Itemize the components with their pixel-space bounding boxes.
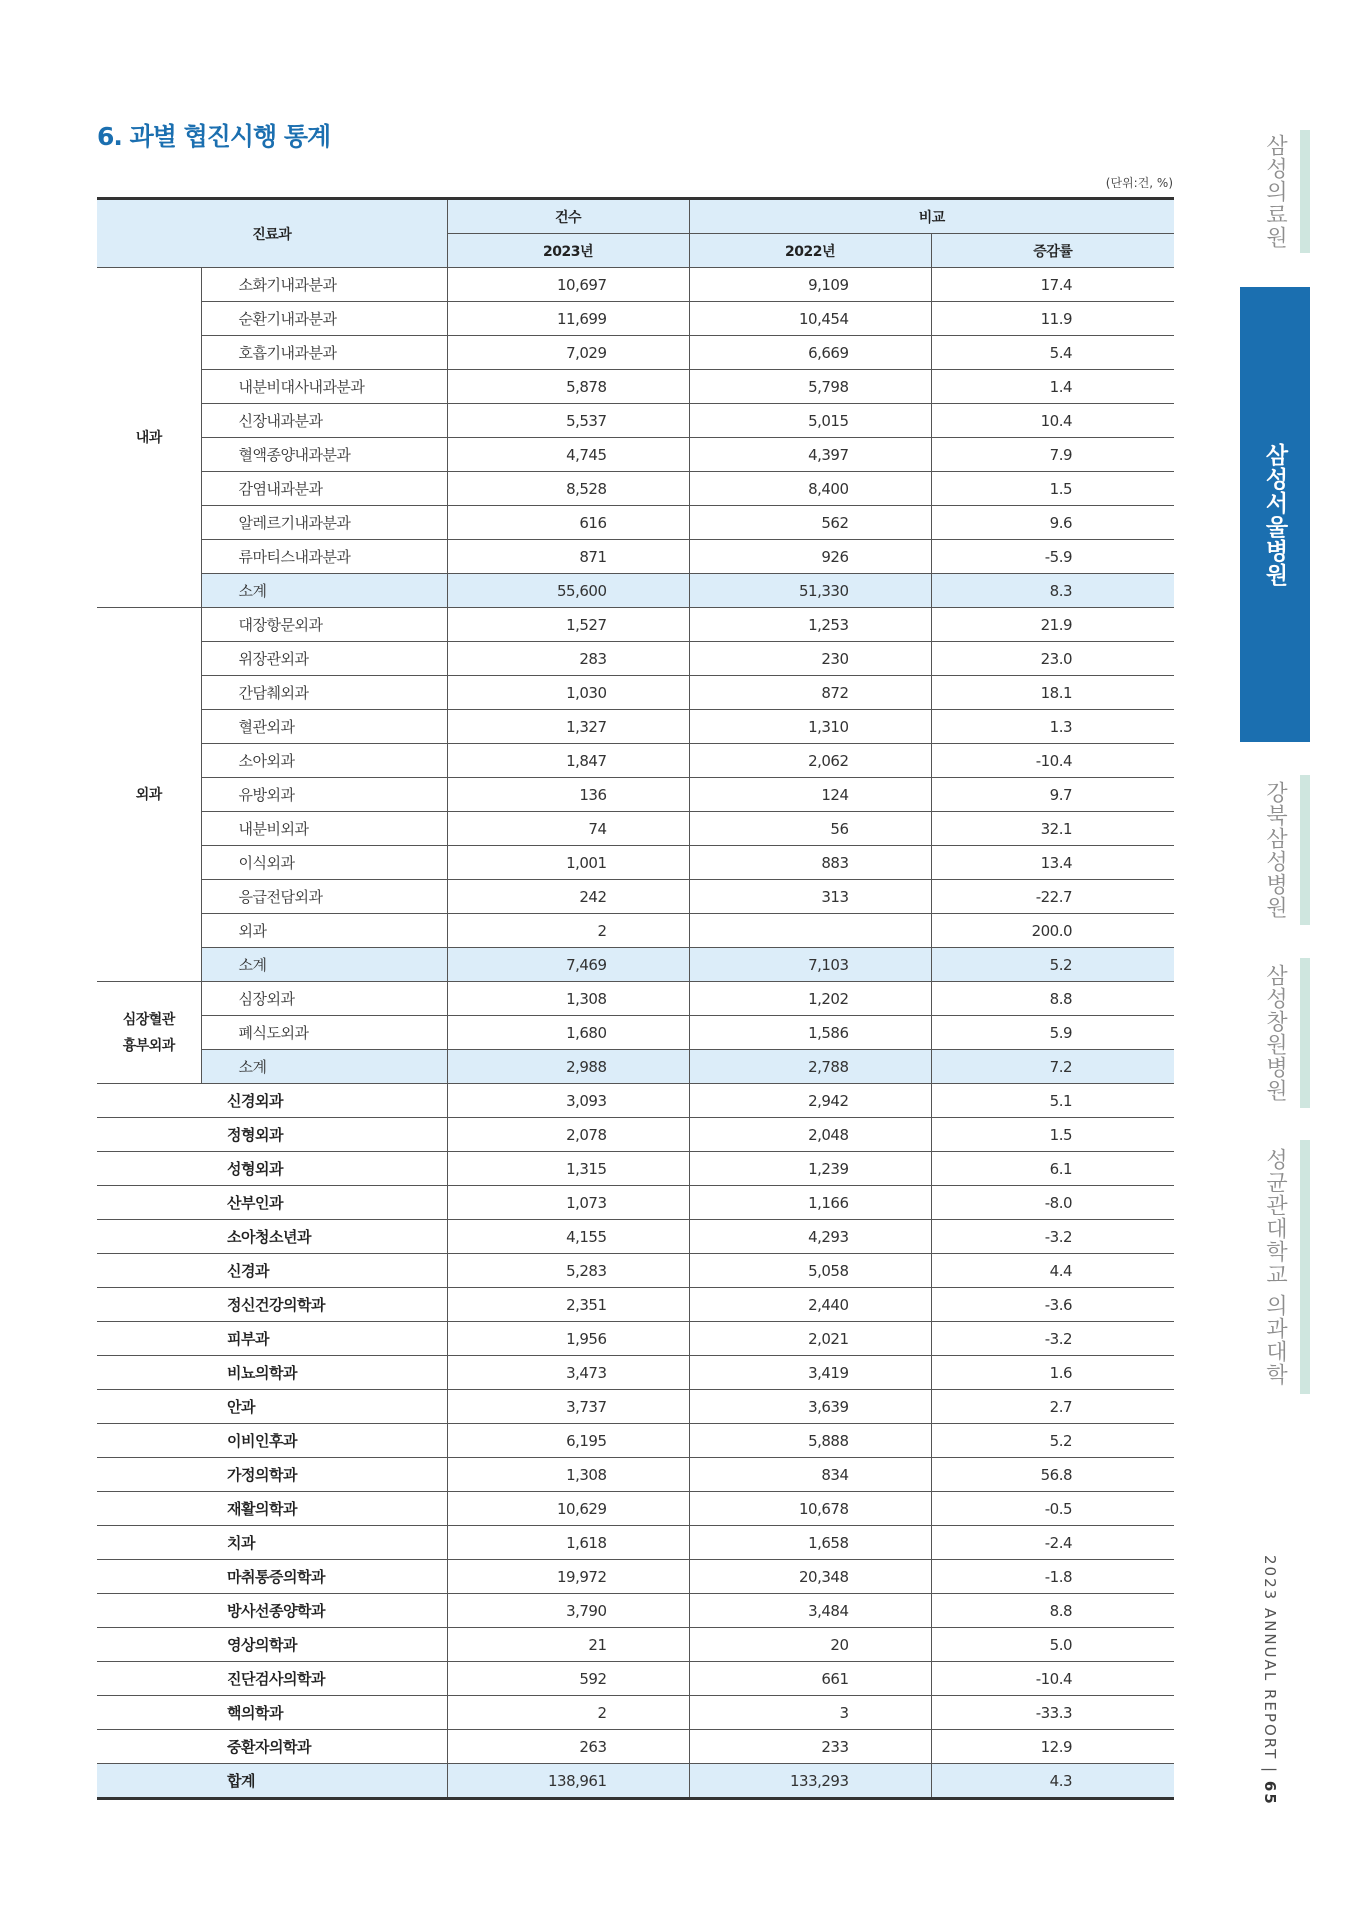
cell-2022: 2,788 <box>689 1050 931 1084</box>
cell-2023: 283 <box>447 642 689 676</box>
cell-rate: 200.0 <box>931 914 1174 948</box>
cell-rate: 12.9 <box>931 1730 1174 1764</box>
cell-rate: 1.4 <box>931 370 1174 404</box>
dept-label: 영상의학과 <box>97 1628 447 1662</box>
table-row <box>97 812 1174 846</box>
table-header <box>97 199 1174 268</box>
cell-2023: 138,961 <box>447 1764 689 1799</box>
table-row <box>97 642 1174 676</box>
cell-2023: 21 <box>447 1628 689 1662</box>
dept-label: 가정의학과 <box>97 1458 447 1492</box>
table-row <box>97 1492 1174 1526</box>
header-dept: 진료과 <box>97 199 447 268</box>
table-row <box>97 472 1174 506</box>
cell-rate: 1.6 <box>931 1356 1174 1390</box>
cell-2023: 8,528 <box>447 472 689 506</box>
table-row <box>97 1220 1174 1254</box>
cell-2022: 2,048 <box>689 1118 931 1152</box>
cell-2023: 55,600 <box>447 574 689 608</box>
table-row <box>97 438 1174 472</box>
cell-rate: 13.4 <box>931 846 1174 880</box>
cell-2022: 230 <box>689 642 931 676</box>
cell-rate: 2.7 <box>931 1390 1174 1424</box>
footer-separator: | <box>1261 1767 1279 1775</box>
cell-rate: -8.0 <box>931 1186 1174 1220</box>
table-row <box>97 404 1174 438</box>
dept-label: 안과 <box>97 1390 447 1424</box>
cell-2022: 834 <box>689 1458 931 1492</box>
table-row <box>97 880 1174 914</box>
cell-2023: 5,878 <box>447 370 689 404</box>
cell-2023: 2 <box>447 914 689 948</box>
subtotal-row <box>97 574 1174 608</box>
cell-rate: 5.4 <box>931 336 1174 370</box>
table-row <box>97 1254 1174 1288</box>
page-number: 65 <box>1261 1780 1279 1806</box>
cell-2023: 2,351 <box>447 1288 689 1322</box>
table-row <box>97 1526 1174 1560</box>
subdept-label: 유방외과 <box>201 778 447 812</box>
side-tab-1[interactable] <box>1240 130 1310 253</box>
total-label: 합계 <box>97 1764 447 1799</box>
cell-rate: 5.2 <box>931 1424 1174 1458</box>
subdept-label: 류마티스내과분과 <box>201 540 447 574</box>
side-tab-accent-bar <box>1300 958 1310 1108</box>
table-row <box>97 506 1174 540</box>
subtotal-label: 소계 <box>201 1050 447 1084</box>
cell-2022: 1,239 <box>689 1152 931 1186</box>
cell-2022: 5,798 <box>689 370 931 404</box>
side-tab-label: 삼성의료원 <box>1262 134 1288 249</box>
side-tab-accent-bar <box>1300 130 1310 253</box>
cell-rate: 9.6 <box>931 506 1174 540</box>
cell-rate: 9.7 <box>931 778 1174 812</box>
table-row <box>97 982 1174 1016</box>
cell-rate: -0.5 <box>931 1492 1174 1526</box>
cell-2023: 5,537 <box>447 404 689 438</box>
table-row <box>97 1152 1174 1186</box>
table-row <box>97 778 1174 812</box>
table-row <box>97 1628 1174 1662</box>
cell-2022: 3 <box>689 1696 931 1730</box>
subtotal-row <box>97 1050 1174 1084</box>
table-row <box>97 1118 1174 1152</box>
cell-2023: 11,699 <box>447 302 689 336</box>
cell-2022: 5,888 <box>689 1424 931 1458</box>
table-row <box>97 676 1174 710</box>
cell-2023: 263 <box>447 1730 689 1764</box>
subdept-label: 외과 <box>201 914 447 948</box>
cell-2023: 592 <box>447 1662 689 1696</box>
cell-2022: 1,310 <box>689 710 931 744</box>
table-row <box>97 846 1174 880</box>
subdept-label: 응급전담외과 <box>201 880 447 914</box>
cell-2022: 872 <box>689 676 931 710</box>
unit-note: (단위:건, %) <box>1105 176 1173 190</box>
side-tab-label: 삼성창원병원 <box>1262 964 1288 1102</box>
cell-rate: 5.1 <box>931 1084 1174 1118</box>
cell-2023: 7,469 <box>447 948 689 982</box>
cell-2022: 1,202 <box>689 982 931 1016</box>
cell-2022: 3,419 <box>689 1356 931 1390</box>
cell-rate: 1.3 <box>931 710 1174 744</box>
table-row <box>97 540 1174 574</box>
table-row <box>97 1322 1174 1356</box>
cell-2022: 883 <box>689 846 931 880</box>
cell-2022: 6,669 <box>689 336 931 370</box>
cell-2022: 10,678 <box>689 1492 931 1526</box>
cell-2023: 1,527 <box>447 608 689 642</box>
cell-2022: 3,484 <box>689 1594 931 1628</box>
cell-2023: 1,308 <box>447 982 689 1016</box>
cell-2023: 616 <box>447 506 689 540</box>
cell-2023: 3,790 <box>447 1594 689 1628</box>
cell-rate: 4.3 <box>931 1764 1174 1799</box>
cell-2022: 562 <box>689 506 931 540</box>
table-row <box>97 1390 1174 1424</box>
group-label: 심장혈관 흉부외과 <box>97 982 201 1084</box>
table-row <box>97 1560 1174 1594</box>
subdept-label: 내분비대사내과분과 <box>201 370 447 404</box>
cell-rate: 8.8 <box>931 1594 1174 1628</box>
cell-rate: 5.2 <box>931 948 1174 982</box>
cell-rate: -3.2 <box>931 1220 1174 1254</box>
cell-2023: 74 <box>447 812 689 846</box>
cell-rate: 1.5 <box>931 1118 1174 1152</box>
cell-rate: 17.4 <box>931 268 1174 302</box>
group-label: 외과 <box>97 608 201 982</box>
cell-rate: 8.3 <box>931 574 1174 608</box>
table-row <box>97 1016 1174 1050</box>
table-row <box>97 1424 1174 1458</box>
cell-2023: 1,315 <box>447 1152 689 1186</box>
table-row <box>97 302 1174 336</box>
cell-2022: 5,015 <box>689 404 931 438</box>
cell-rate: -1.8 <box>931 1560 1174 1594</box>
dept-label: 재활의학과 <box>97 1492 447 1526</box>
total-row <box>97 1764 1174 1799</box>
dept-label: 비뇨의학과 <box>97 1356 447 1390</box>
cell-2022: 133,293 <box>689 1764 931 1799</box>
consultation-stats-table <box>97 197 1174 1800</box>
cell-2022: 7,103 <box>689 948 931 982</box>
side-tab-label: 성균관대학교 의과대학 <box>1262 1148 1288 1386</box>
cell-2022: 4,293 <box>689 1220 931 1254</box>
side-tab-5[interactable] <box>1240 1140 1310 1394</box>
header-rate: 증감률 <box>931 234 1174 268</box>
cell-rate: 18.1 <box>931 676 1174 710</box>
subdept-label: 간담췌외과 <box>201 676 447 710</box>
cell-2023: 1,956 <box>447 1322 689 1356</box>
dept-label: 핵의학과 <box>97 1696 447 1730</box>
subdept-label: 호흡기내과분과 <box>201 336 447 370</box>
cell-rate: 8.8 <box>931 982 1174 1016</box>
cell-rate: -10.4 <box>931 744 1174 778</box>
table-row <box>97 370 1174 404</box>
page-title: 6. 과별 협진시행 통계 <box>97 122 331 151</box>
cell-2023: 7,029 <box>447 336 689 370</box>
table-row <box>97 1696 1174 1730</box>
table-row <box>97 336 1174 370</box>
cell-2022: 313 <box>689 880 931 914</box>
dept-label: 중환자의학과 <box>97 1730 447 1764</box>
table-row <box>97 1594 1174 1628</box>
cell-2023: 1,308 <box>447 1458 689 1492</box>
cell-2022: 124 <box>689 778 931 812</box>
cell-2022: 56 <box>689 812 931 846</box>
header-2023: 2023년 <box>447 234 689 268</box>
subdept-label: 위장관외과 <box>201 642 447 676</box>
cell-2023: 1,327 <box>447 710 689 744</box>
table-body <box>97 268 1174 1799</box>
header-2022: 2022년 <box>689 234 931 268</box>
cell-2023: 1,030 <box>447 676 689 710</box>
cell-2023: 1,073 <box>447 1186 689 1220</box>
dept-label: 진단검사의학과 <box>97 1662 447 1696</box>
dept-label: 소아청소년과 <box>97 1220 447 1254</box>
table-row <box>97 1458 1174 1492</box>
subdept-label: 혈관외과 <box>201 710 447 744</box>
cell-2023: 871 <box>447 540 689 574</box>
cell-2022: 2,942 <box>689 1084 931 1118</box>
cell-2023: 5,283 <box>447 1254 689 1288</box>
cell-2022: 2,021 <box>689 1322 931 1356</box>
table-row <box>97 1662 1174 1696</box>
cell-rate: 7.9 <box>931 438 1174 472</box>
cell-rate: -5.9 <box>931 540 1174 574</box>
cell-2022: 4,397 <box>689 438 931 472</box>
dept-label: 마취통증의학과 <box>97 1560 447 1594</box>
cell-rate: 56.8 <box>931 1458 1174 1492</box>
cell-2023: 3,093 <box>447 1084 689 1118</box>
group-label: 내과 <box>97 268 201 608</box>
dept-label: 피부과 <box>97 1322 447 1356</box>
cell-2023: 136 <box>447 778 689 812</box>
cell-2022: 20 <box>689 1628 931 1662</box>
cell-rate: -3.6 <box>931 1288 1174 1322</box>
subdept-label: 혈액종양내과분과 <box>201 438 447 472</box>
table-row <box>97 744 1174 778</box>
subdept-label: 신장내과분과 <box>201 404 447 438</box>
cell-2022: 1,253 <box>689 608 931 642</box>
cell-2022: 1,658 <box>689 1526 931 1560</box>
subdept-label: 감염내과분과 <box>201 472 447 506</box>
report-footer <box>1240 1555 1300 1815</box>
table-row <box>97 1356 1174 1390</box>
cell-2022: 51,330 <box>689 574 931 608</box>
cell-2022: 8,400 <box>689 472 931 506</box>
table-row <box>97 914 1174 948</box>
dept-label: 이비인후과 <box>97 1424 447 1458</box>
cell-2023: 1,618 <box>447 1526 689 1560</box>
cell-2022: 2,062 <box>689 744 931 778</box>
cell-2022: 233 <box>689 1730 931 1764</box>
cell-rate: -10.4 <box>931 1662 1174 1696</box>
table-row <box>97 1288 1174 1322</box>
cell-2022: 661 <box>689 1662 931 1696</box>
cell-2023: 1,680 <box>447 1016 689 1050</box>
subdept-label: 대장항문외과 <box>201 608 447 642</box>
cell-2023: 10,629 <box>447 1492 689 1526</box>
side-tab-2[interactable] <box>1240 287 1310 742</box>
cell-2022: 10,454 <box>689 302 931 336</box>
cell-rate: 21.9 <box>931 608 1174 642</box>
subdept-label: 소화기내과분과 <box>201 268 447 302</box>
cell-2023: 6,195 <box>447 1424 689 1458</box>
cell-2022: 1,166 <box>689 1186 931 1220</box>
table-row <box>97 710 1174 744</box>
dept-label: 방사선종양학과 <box>97 1594 447 1628</box>
cell-2022 <box>689 914 931 948</box>
cell-2023: 10,697 <box>447 268 689 302</box>
cell-2022: 9,109 <box>689 268 931 302</box>
cell-2023: 3,473 <box>447 1356 689 1390</box>
cell-rate: 6.1 <box>931 1152 1174 1186</box>
header-count: 건수 <box>447 199 689 234</box>
cell-rate: 10.4 <box>931 404 1174 438</box>
cell-2022: 2,440 <box>689 1288 931 1322</box>
cell-rate: 23.0 <box>931 642 1174 676</box>
subdept-label: 알레르기내과분과 <box>201 506 447 540</box>
dept-label: 신경과 <box>97 1254 447 1288</box>
dept-label: 신경외과 <box>97 1084 447 1118</box>
dept-label: 정신건강의학과 <box>97 1288 447 1322</box>
subdept-label: 순환기내과분과 <box>201 302 447 336</box>
header-compare: 비교 <box>689 199 1174 234</box>
table-row <box>97 1084 1174 1118</box>
cell-2023: 242 <box>447 880 689 914</box>
dept-label: 정형외과 <box>97 1118 447 1152</box>
table-row <box>97 608 1174 642</box>
table-row <box>97 1186 1174 1220</box>
cell-2022: 3,639 <box>689 1390 931 1424</box>
cell-rate: 1.5 <box>931 472 1174 506</box>
side-tab-label: 삼성서울병원 <box>1261 442 1288 587</box>
cell-rate: 32.1 <box>931 812 1174 846</box>
cell-2022: 926 <box>689 540 931 574</box>
report-title: 2023 ANNUAL REPORT <box>1261 1555 1279 1761</box>
cell-rate: 11.9 <box>931 302 1174 336</box>
cell-2023: 1,847 <box>447 744 689 778</box>
cell-2023: 1,001 <box>447 846 689 880</box>
table-row <box>97 268 1174 302</box>
cell-rate: 5.9 <box>931 1016 1174 1050</box>
cell-2022: 1,586 <box>689 1016 931 1050</box>
cell-2023: 2,988 <box>447 1050 689 1084</box>
cell-2023: 4,155 <box>447 1220 689 1254</box>
subdept-label: 소아외과 <box>201 744 447 778</box>
subdept-label: 이식외과 <box>201 846 447 880</box>
cell-rate: -33.3 <box>931 1696 1174 1730</box>
cell-2023: 3,737 <box>447 1390 689 1424</box>
subtotal-row <box>97 948 1174 982</box>
cell-2022: 20,348 <box>689 1560 931 1594</box>
subdept-label: 내분비외과 <box>201 812 447 846</box>
subtotal-label: 소계 <box>201 574 447 608</box>
subdept-label: 폐식도외과 <box>201 1016 447 1050</box>
subdept-label: 심장외과 <box>201 982 447 1016</box>
dept-label: 산부인과 <box>97 1186 447 1220</box>
cell-rate: -2.4 <box>931 1526 1174 1560</box>
cell-rate: 4.4 <box>931 1254 1174 1288</box>
side-tab-accent-bar <box>1300 1140 1310 1394</box>
dept-label: 성형외과 <box>97 1152 447 1186</box>
dept-label: 치과 <box>97 1526 447 1560</box>
cell-rate: -3.2 <box>931 1322 1174 1356</box>
cell-2023: 19,972 <box>447 1560 689 1594</box>
side-tab-accent-bar <box>1300 775 1310 925</box>
side-tab-label: 강북삼성병원 <box>1262 781 1288 919</box>
side-tab-4[interactable] <box>1240 958 1310 1108</box>
cell-2023: 2,078 <box>447 1118 689 1152</box>
subtotal-label: 소계 <box>201 948 447 982</box>
cell-2023: 2 <box>447 1696 689 1730</box>
cell-rate: -22.7 <box>931 880 1174 914</box>
side-tab-3[interactable] <box>1240 775 1310 925</box>
cell-rate: 7.2 <box>931 1050 1174 1084</box>
cell-2023: 4,745 <box>447 438 689 472</box>
table-row <box>97 1730 1174 1764</box>
cell-2022: 5,058 <box>689 1254 931 1288</box>
cell-rate: 5.0 <box>931 1628 1174 1662</box>
